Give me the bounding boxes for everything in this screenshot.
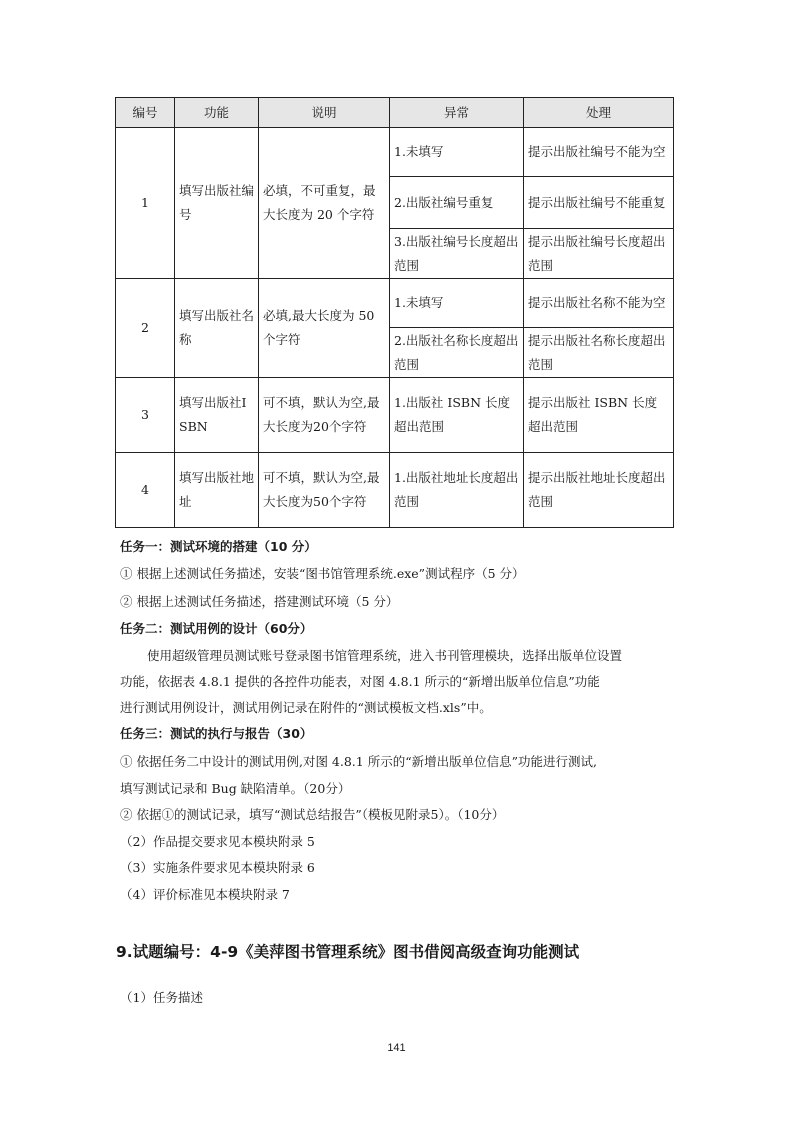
row-function: 填写出版社名称: [175, 279, 259, 378]
header-number: 编号: [116, 98, 175, 128]
function-spec-table: [115, 97, 674, 528]
section-title: 9.试题编号：4-9《美萍图书管理系统》图书借阅高级查询功能测试: [116, 943, 580, 961]
row-exception: 2.出版社编号重复: [390, 177, 524, 229]
row-number: 1: [116, 128, 175, 279]
task3-item-1: ① 依据任务二中设计的测试用例,对图 4.8.1 所示的“新增出版单位信息”功能进行测试,: [120, 754, 597, 769]
header-description: 说明: [259, 98, 390, 128]
task1-item-1: ① 根据上述测试任务描述，安装“图书馆管理系统.exe”测试程序（5 分）: [120, 566, 525, 581]
task2-paragraph-line-1: 使用超级管理员测试账号登录图书馆管理系统，进入书刊管理模块，选择出版单位设置: [147, 648, 623, 663]
row-function: 填写出版社地址: [175, 453, 259, 528]
row-description: 必填,最大长度为 50 个字符: [259, 279, 390, 378]
task3-item-1-cont: 填写测试记录和 Bug 缺陷清单。（20分）: [120, 781, 351, 796]
row-function: 填写出版社编号: [175, 128, 259, 279]
row-handling: 提示出版社名称不能为空: [524, 279, 674, 328]
table-row: [116, 378, 674, 453]
row-exception: 1.未填写: [390, 128, 524, 177]
note-item: （4）评价标准见本模块附录 7: [120, 887, 290, 902]
row-description: 可不填，默认为空,最大长度为20个字符: [259, 378, 390, 453]
task1-item-2: ② 根据上述测试任务描述，搭建测试环境（5 分）: [120, 594, 399, 609]
note-item: （3）实施条件要求见本模块附录 6: [120, 860, 315, 875]
task1-heading: 任务一：测试环境的搭建（10 分）: [120, 539, 317, 554]
row-exception: 1.出版社地址长度超出范围: [390, 453, 524, 528]
section-subtitle: （1）任务描述: [120, 990, 203, 1005]
page-number: 141: [387, 1042, 406, 1054]
row-exception: 3.出版社编号长度超出范围: [390, 229, 524, 279]
header-handling: 处理: [524, 98, 674, 128]
task2-paragraph-line-2: 功能，依据表 4.8.1 提供的各控件功能表，对图 4.8.1 所示的“新增出版单位信息”功能: [120, 674, 600, 689]
header-function: 功能: [175, 98, 259, 128]
row-number: 4: [116, 453, 175, 528]
row-handling: 提示出版社编号不能重复: [524, 177, 674, 229]
row-handling: 提示出版社名称长度超出范围: [524, 328, 674, 378]
row-handling: 提示出版社地址长度超出范围: [524, 453, 674, 528]
row-exception: 1.出版社 ISBN 长度超出范围: [390, 378, 524, 453]
row-function: 填写出版社ISBN: [175, 378, 259, 453]
row-exception: 1.未填写: [390, 279, 524, 328]
task2-heading: 任务二：测试用例的设计（60分）: [120, 621, 313, 636]
row-description: 可不填，默认为空,最大长度为50个字符: [259, 453, 390, 528]
row-handling: 提示出版社 ISBN 长度超出范围: [524, 378, 674, 453]
note-item: （2）作品提交要求见本模块附录 5: [120, 834, 315, 849]
row-number: 2: [116, 279, 175, 378]
table-header-row: [116, 98, 674, 128]
header-exception: 异常: [390, 98, 524, 128]
row-description: 必填，不可重复，最大长度为 20 个字符: [259, 128, 390, 279]
task2-paragraph-line-3: 进行测试用例设计，测试用例记录在附件的“测试模板文档.xls”中。: [120, 700, 492, 715]
table-row: [116, 279, 674, 328]
row-number: 3: [116, 378, 175, 453]
table-row: [116, 453, 674, 528]
row-handling: 提示出版社编号长度超出范围: [524, 229, 674, 279]
row-exception: 2.出版社名称长度超出范围: [390, 328, 524, 378]
task3-item-2: ② 依据①的测试记录，填写“测试总结报告”（模板见附录5）。（10分）: [120, 807, 505, 822]
table-row: [116, 128, 674, 177]
row-handling: 提示出版社编号不能为空: [524, 128, 674, 177]
task3-heading: 任务三：测试的执行与报告（30）: [120, 726, 313, 741]
